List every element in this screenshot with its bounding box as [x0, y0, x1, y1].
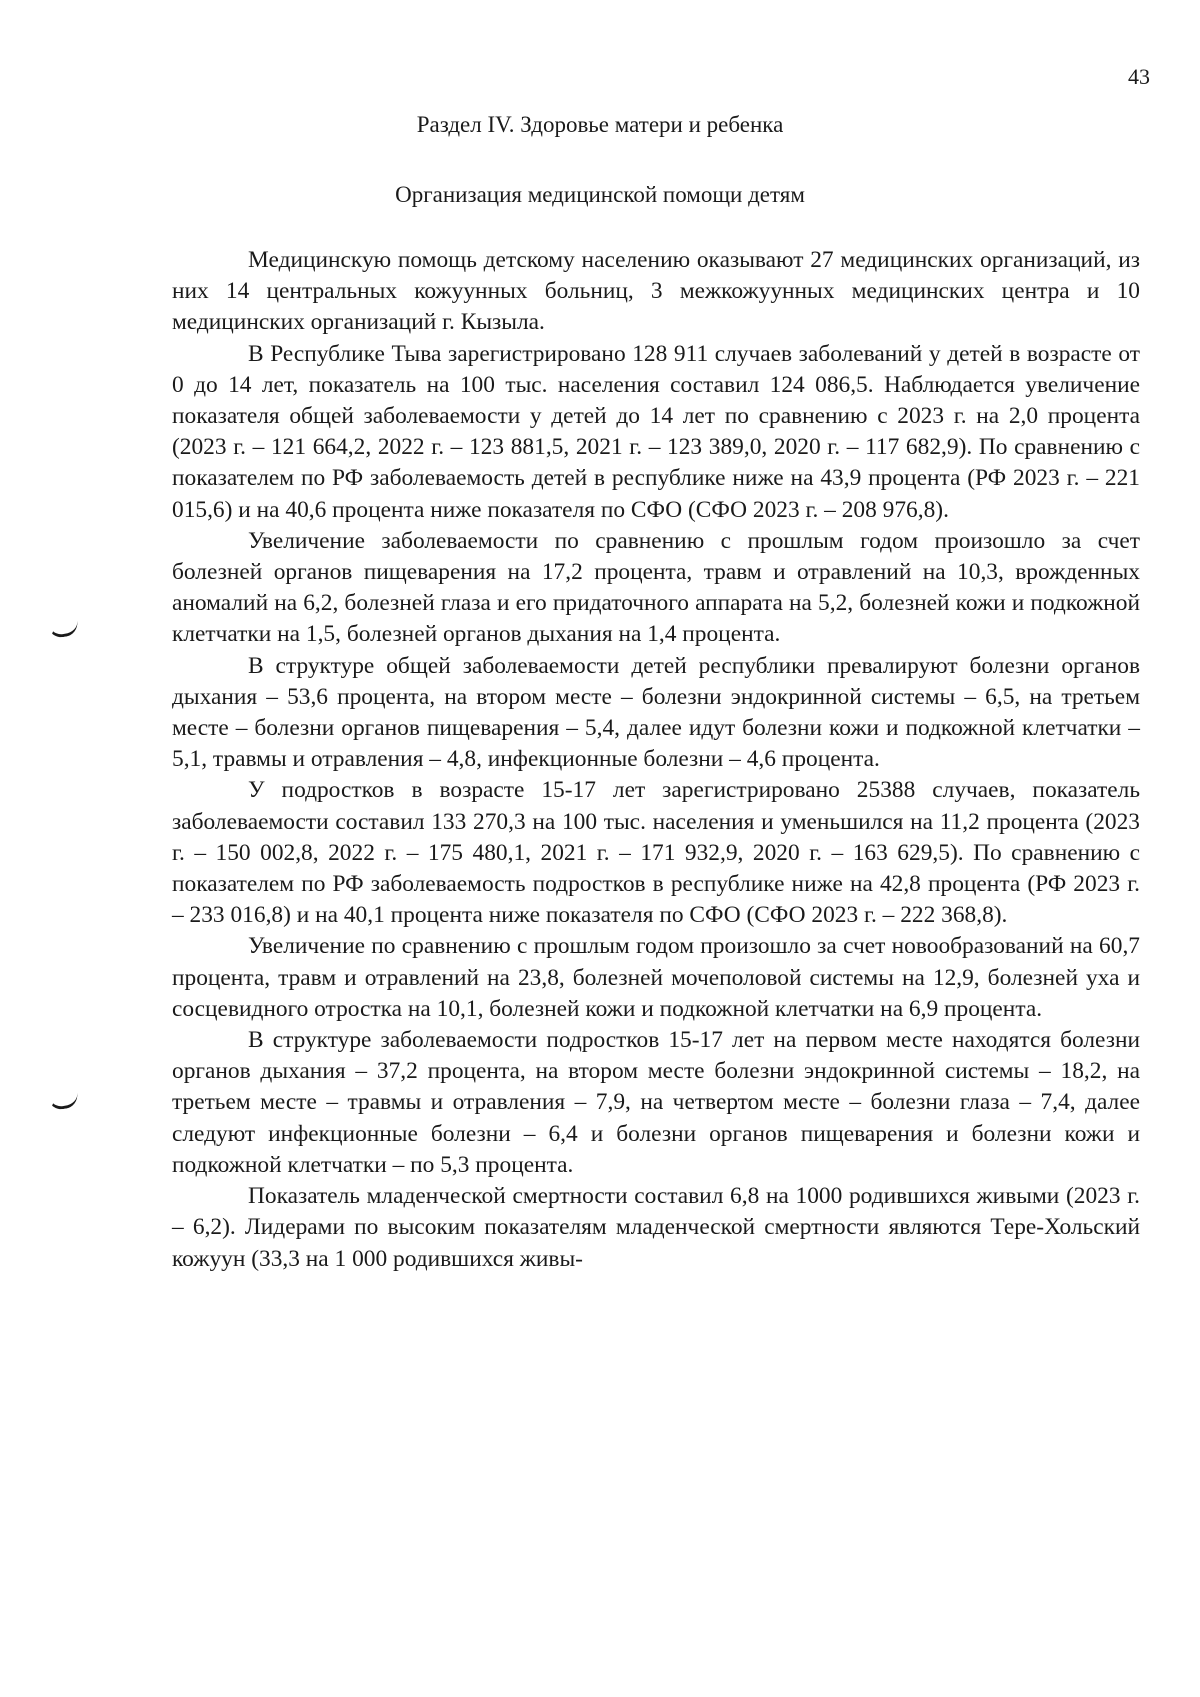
scan-mark [47, 1088, 79, 1111]
scan-mark [47, 616, 79, 639]
body-text [172, 245, 1140, 1275]
paragraph: Медицинскую помощь детскому населению оказывают 27 медицинских организаций, из них 14 центральных кожуунных больниц, 3 межкожуунных медицинских центра и 10 медицинских организаций г. Кызыла. [172, 247, 1140, 336]
paragraph: Показатель младенческой смертности составил 6,8 на 1000 родившихся живыми (2023 г. – 6,2). Лидерами по высоким показателям младенческой смертности являются Тере-Хольский кожуун (33,3 на 1 000 родившихся живы- [172, 1183, 1140, 1272]
section-title: Раздел IV. Здоровье матери и ребенка [416, 112, 784, 137]
paragraph: В Республике Тыва зарегистрировано 128 911 случаев заболеваний у детей в возрасте от 0 до 14 лет, показатель на 100 тыс. населения составил 124 086,5. Наблюдается увеличение показателя общей заболеваемости у детей до 14 лет по сравнению с 2023 г. на 2,0 процента (2023 г. – 121 664,2, 2022 г. – 123 881,5, 2021 г. – 123 389,0, 2020 г. – 117 682,9). По сравнению с показателем по РФ заболеваемость детей в республике ниже на 43,9 процента (РФ 2023 г. – 221 015,6) и на 40,6 процента ниже показателя по СФО (СФО 2023 г. – 208 976,8). [172, 340, 1140, 523]
subsection-title: Организация медицинской помощи детям [395, 182, 805, 207]
paragraph: Увеличение заболеваемости по сравнению с прошлым годом произошло за счет болезней органов пищеварения на 17,2 процента, травм и отравлений на 10,3, врожденных аномалий на 6,2, болезней глаза и его придаточного аппарата на 5,2, болезней кожи и подкожной клетчатки на 1,5, болезней органов дыхания на 1,4 процента. [172, 527, 1140, 648]
paragraph: Увеличение по сравнению с прошлым годом произошло за счет новообразований на 60,7 процента, травм и отравлений на 23,8, болезней мочеполовой системы на 12,9, болезней уха и сосцевидного отростка на 10,1, болезней кожи и подкожной клетчатки на 6,9 процента. [172, 933, 1140, 1022]
paragraph: У подростков в возрасте 15-17 лет зарегистрировано 25388 случаев, показатель заболеваемости составил 133 270,3 на 100 тыс. населения и уменьшился на 11,2 процента (2023 г. – 150 002,8, 2022 г. – 175 480,1, 2021 г. – 171 932,9, 2020 г. – 163 629,5). По сравнению с показателем по РФ заболеваемость подростков в республике ниже на 42,8 процента (РФ 2023 г. – 233 016,8) и на 40,1 процента ниже показателя по СФО (СФО 2023 г. – 222 368,8). [172, 777, 1140, 929]
paragraph: В структуре заболеваемости подростков 15-17 лет на первом месте находятся болезни органов дыхания – 37,2 процента, на втором месте болезни эндокринной системы – 18,2, на третьем месте – травмы и отравления – 7,9, на четвертом месте – болезни глаза – 7,4, далее следуют инфекционные болезни – 6,4 и болезни органов пищеварения и болезни кожи и подкожной клетчатки – по 5,3 процента. [172, 1027, 1140, 1178]
page-number: 43 [1128, 64, 1150, 89]
paragraph: В структуре общей заболеваемости детей республики превалируют болезни органов дыхания – 53,6 процента, на втором месте – болезни эндокринной системы – 6,5, на третьем месте – болезни органов пищеварения – 5,4, далее идут болезни кожи и подкожной клетчатки – 5,1, травмы и отравления – 4,8, инфекционные болезни – 4,6 процента. [172, 652, 1140, 773]
